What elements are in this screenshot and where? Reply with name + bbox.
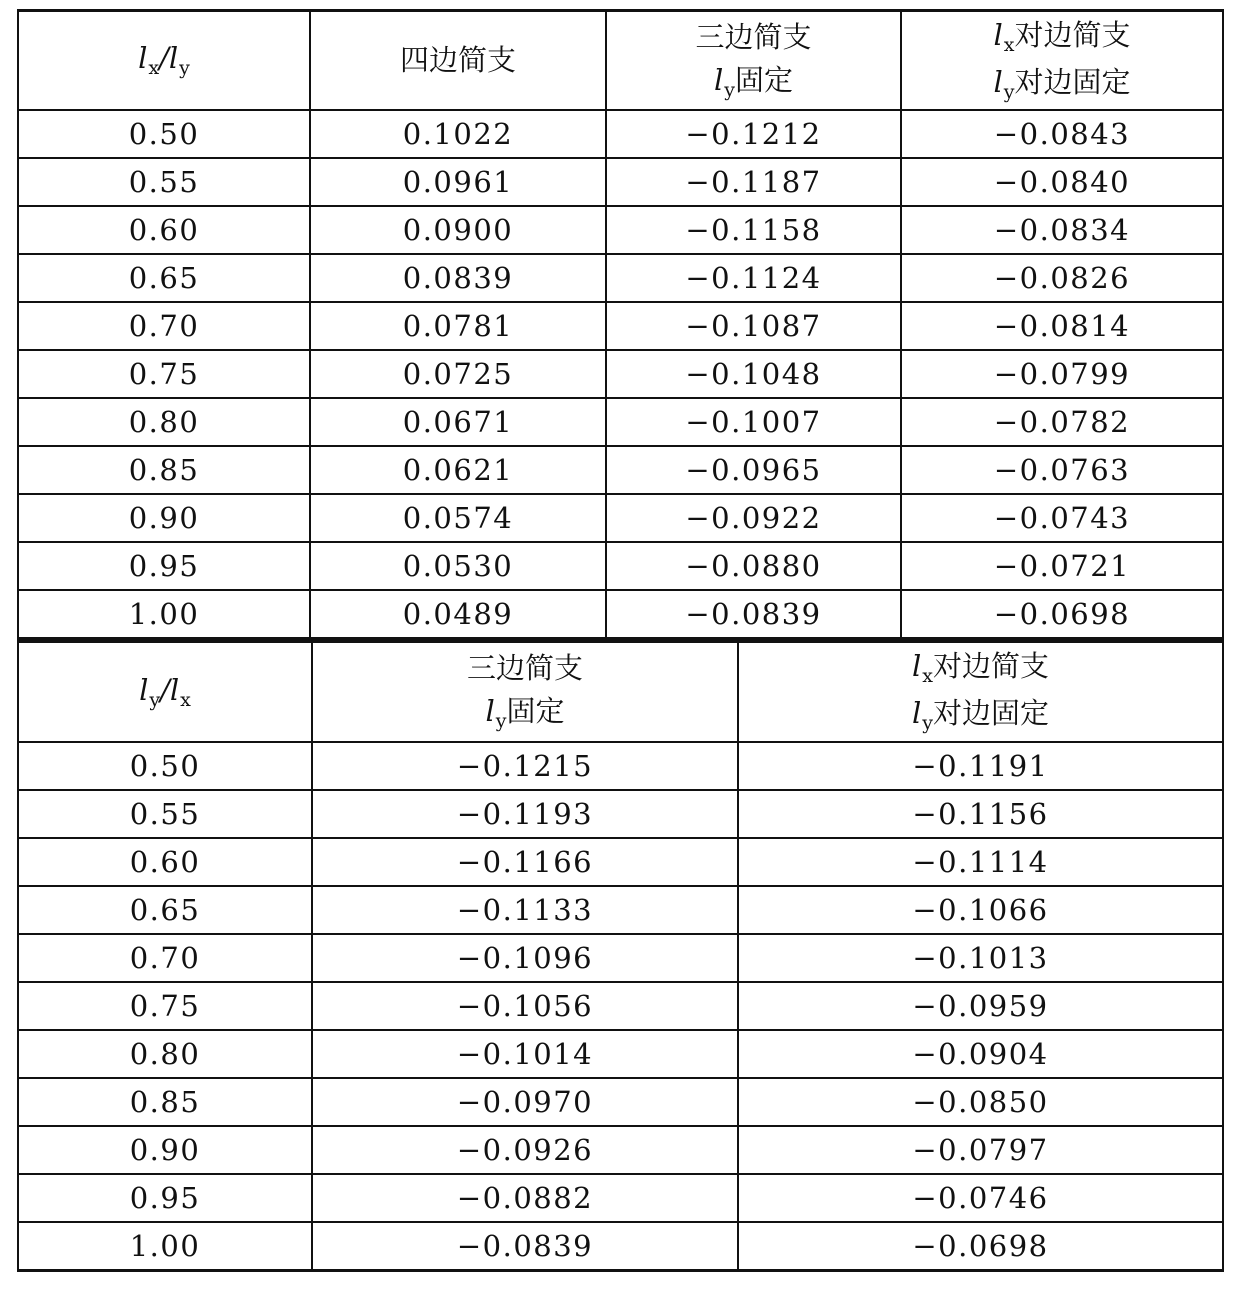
table-row — [18, 886, 1223, 934]
opposite-edges-cell: −0.0904 — [738, 1030, 1223, 1078]
upper-coefficient-table — [17, 9, 1224, 639]
table-row — [18, 1126, 1223, 1174]
opposite-edges-cell: −0.0799 — [901, 350, 1223, 398]
three-sides-cell: −0.1158 — [606, 206, 901, 254]
three-sides-cell: −0.1096 — [312, 934, 738, 982]
opposite-edges-cell: −0.0814 — [901, 302, 1223, 350]
opposite-edges-cell: −0.0840 — [901, 158, 1223, 206]
three-sides-cell: −0.1087 — [606, 302, 901, 350]
three-sides-cell: −0.0839 — [606, 590, 901, 638]
four-sides-cell: 0.1022 — [310, 110, 606, 158]
opposite-edges-cell: −0.0763 — [901, 446, 1223, 494]
ratio-cell: 0.95 — [18, 542, 310, 590]
opposite-edges-cell: −0.0850 — [738, 1078, 1223, 1126]
three-sides-cell: −0.0839 — [312, 1222, 738, 1271]
ratio-cell: 0.55 — [18, 158, 310, 206]
three-sides-cell: −0.1187 — [606, 158, 901, 206]
table-row — [18, 302, 1223, 350]
four-sides-cell: 0.0900 — [310, 206, 606, 254]
three-sides-cell: −0.1215 — [312, 742, 738, 790]
opposite-edges-cell: −0.0797 — [738, 1126, 1223, 1174]
four-sides-cell: 0.0725 — [310, 350, 606, 398]
four-sides-cell: 0.0839 — [310, 254, 606, 302]
opposite-edges-cell: −0.0959 — [738, 982, 1223, 1030]
table-row — [18, 838, 1223, 886]
opposite-edges-cell: −0.0746 — [738, 1174, 1223, 1222]
upper-header-row — [18, 11, 1223, 111]
coefficient-tables — [17, 9, 1222, 1272]
three-sides-cell: −0.1056 — [312, 982, 738, 1030]
table-row — [18, 590, 1223, 638]
ratio-cell: 0.60 — [18, 206, 310, 254]
table-row — [18, 1222, 1223, 1271]
ratio-cell: 0.85 — [18, 1078, 312, 1126]
table-row — [18, 110, 1223, 158]
three-sides-cell: −0.1124 — [606, 254, 901, 302]
opposite-edges-cell: −0.0782 — [901, 398, 1223, 446]
table-row — [18, 398, 1223, 446]
lower-header-row — [18, 641, 1223, 742]
opposite-edges-cell: −0.0834 — [901, 206, 1223, 254]
ratio-cell: 0.65 — [18, 886, 312, 934]
four-sides-cell: 0.0574 — [310, 494, 606, 542]
header-three-sides-simply-supported: 三边简支 $l_y$固定 — [606, 11, 901, 111]
ratio-cell: 0.60 — [18, 838, 312, 886]
header-ratio-ly-lx: $l_y/l_x$ — [18, 641, 312, 742]
table-row — [18, 542, 1223, 590]
three-sides-cell: −0.1166 — [312, 838, 738, 886]
ratio-cell: 0.70 — [18, 302, 310, 350]
four-sides-cell: 0.0621 — [310, 446, 606, 494]
three-sides-cell: −0.0965 — [606, 446, 901, 494]
lower-coefficient-table — [17, 639, 1224, 1272]
ratio-cell: 0.80 — [18, 398, 310, 446]
three-sides-cell: −0.1193 — [312, 790, 738, 838]
table-row — [18, 206, 1223, 254]
header-four-sides-simply-supported: 四边简支 — [310, 11, 606, 111]
ratio-cell: 0.80 — [18, 1030, 312, 1078]
table-row — [18, 158, 1223, 206]
table-row — [18, 982, 1223, 1030]
three-sides-cell: −0.0970 — [312, 1078, 738, 1126]
ratio-cell: 0.90 — [18, 494, 310, 542]
ratio-cell: 1.00 — [18, 1222, 312, 1271]
opposite-edges-cell: −0.1191 — [738, 742, 1223, 790]
ratio-cell: 0.95 — [18, 1174, 312, 1222]
four-sides-cell: 0.0671 — [310, 398, 606, 446]
opposite-edges-cell: −0.0721 — [901, 542, 1223, 590]
opposite-edges-cell: −0.0698 — [901, 590, 1223, 638]
header-three-sides-simply-supported: 三边简支 $l_y$固定 — [312, 641, 738, 742]
three-sides-cell: −0.0922 — [606, 494, 901, 542]
ratio-cell: 0.90 — [18, 1126, 312, 1174]
header-ratio-lx-ly: $l_x/l_y$ — [18, 11, 310, 111]
ratio-cell: 0.75 — [18, 982, 312, 1030]
lower-table-body — [18, 742, 1223, 1271]
opposite-edges-cell: −0.1066 — [738, 886, 1223, 934]
opposite-edges-cell: −0.0698 — [738, 1222, 1223, 1271]
opposite-edges-cell: −0.1114 — [738, 838, 1223, 886]
opposite-edges-cell: −0.1156 — [738, 790, 1223, 838]
ratio-cell: 0.50 — [18, 110, 310, 158]
opposite-edges-cell: −0.0826 — [901, 254, 1223, 302]
ratio-cell: 1.00 — [18, 590, 310, 638]
ratio-cell: 0.85 — [18, 446, 310, 494]
table-row — [18, 934, 1223, 982]
four-sides-cell: 0.0961 — [310, 158, 606, 206]
three-sides-cell: −0.1133 — [312, 886, 738, 934]
table-row — [18, 1174, 1223, 1222]
ratio-cell: 0.75 — [18, 350, 310, 398]
table-row — [18, 254, 1223, 302]
ratio-cell: 0.55 — [18, 790, 312, 838]
ratio-cell: 0.65 — [18, 254, 310, 302]
table-row — [18, 1078, 1223, 1126]
table-row — [18, 742, 1223, 790]
four-sides-cell: 0.0781 — [310, 302, 606, 350]
opposite-edges-cell: −0.0843 — [901, 110, 1223, 158]
four-sides-cell: 0.0530 — [310, 542, 606, 590]
opposite-edges-cell: −0.1013 — [738, 934, 1223, 982]
upper-table-body — [18, 110, 1223, 638]
header-opposite-edges: $l_x$对边简支 $l_y$对边固定 — [901, 11, 1223, 111]
four-sides-cell: 0.0489 — [310, 590, 606, 638]
table-row — [18, 350, 1223, 398]
table-row — [18, 446, 1223, 494]
three-sides-cell: −0.0880 — [606, 542, 901, 590]
opposite-edges-cell: −0.0743 — [901, 494, 1223, 542]
three-sides-cell: −0.1048 — [606, 350, 901, 398]
three-sides-cell: −0.0926 — [312, 1126, 738, 1174]
table-row — [18, 494, 1223, 542]
three-sides-cell: −0.1014 — [312, 1030, 738, 1078]
table-row — [18, 790, 1223, 838]
three-sides-cell: −0.0882 — [312, 1174, 738, 1222]
table-row — [18, 1030, 1223, 1078]
ratio-cell: 0.70 — [18, 934, 312, 982]
three-sides-cell: −0.1212 — [606, 110, 901, 158]
ratio-cell: 0.50 — [18, 742, 312, 790]
three-sides-cell: −0.1007 — [606, 398, 901, 446]
header-opposite-edges: $l_x$对边简支 $l_y$对边固定 — [738, 641, 1223, 742]
